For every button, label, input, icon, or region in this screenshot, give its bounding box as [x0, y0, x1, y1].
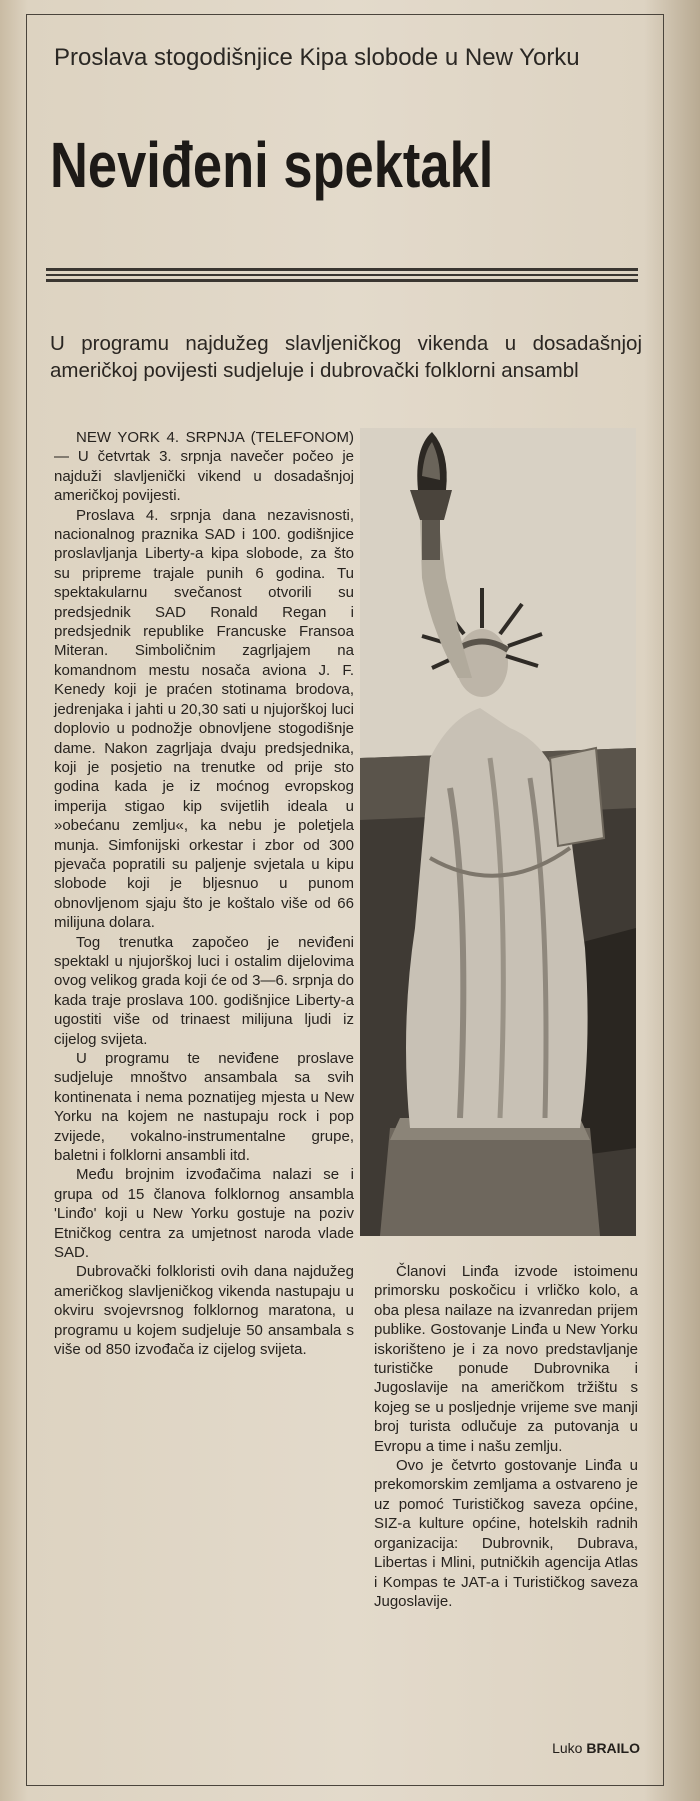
- paragraph: Proslava 4. srpnja dana nezavisnosti, nacionalnog praznika SAD i 100. godišnjice proslavljanja Liberty-a kipa slobode, za što su pripreme trajale punih 6 godina. Tu spektakularnu svečanost otvorili su predsjednik SAD Ronald Regan i predsjednik republike Francuske Fransoa Miteran. Simboličnim zagrljajem na komandnom mestu nosača aviona J. F. Kenedy koji je praćen stotinama brodova, jedrenjaka i jahti u 20,30 sati u njujorškoj luci doplovio u podnožje obnovljene stogodišnje dame. Nakon zagrljaja dvaju predsjednika, koji je posjetio na trenutke od prije sto godina kada je iz moćnog evropskog imperija stigao kip svijetlih ideala u »obećanu zemlju«, ka nebu je poletjela munja. Simfonijski orkestar i zbor od 300 pjevača popratili su paljenje svjetala u kipu slobode koji je bljesnuo u punom obnovljenom sjaju što je koštalo više od 66 milijuna dolara.: [54, 506, 354, 932]
- paragraph: NEW YORK 4. SRPNJA (TELEFONOM) — U četvrtak 3. srpnja navečer počeo je najduži slavljenički vikend u dosadašnjoj američkoj povijesti.: [54, 429, 354, 505]
- article-lede: U programu najdužeg slavljeničkog vikenda u dosadašnjoj američkoj povijesti sudjeluje i dubrovački folklorni ansambl: [50, 332, 642, 382]
- article-kicker: Proslava stogodišnjice Kipa slobode u New Yorku: [54, 44, 580, 71]
- paragraph: Dubrovački folkloristi ovih dana najdužeg američkog slavljeničkog vikenda nastupaju u okviru svojevrsnog folklornog maratona, u programu u kojem sudjeluje 50 ansambala s više od 850 izvođača iz cijelog svijeta.: [54, 1263, 354, 1359]
- left-column: [54, 428, 354, 1360]
- paragraph: Tog trenutka započeo je neviđeni spektakl u njujorškoj luci i ostalim dijelovima ovog velikog grada koji će od 3—6. srpnja do kada traje proslava 100. godišnjice Liberty-a ugostiti više od trinaest milijuna ljudi iz cijelog svijeta.: [54, 933, 354, 1048]
- divider-rule: [46, 268, 638, 271]
- right-column: [374, 1262, 638, 1611]
- paragraph: U programu te neviđene proslave sudjeluje mnoštvo ansambala sa svih kontinenata i nema poznatijeg mjesta u New Yorku na kojem ne nastupaju rock i pop zvijede, vokalno-instrumentalne grupe, baletni i folklorni ansambli itd.: [54, 1050, 354, 1165]
- byline-last-name: BRAILO: [586, 1740, 640, 1756]
- paragraph: Ovo je četvrto gostovanje Linđa u prekomorskim zemljama a ostvareno je uz pomoć Turističkog saveza općine, SIZ-a kulture općine, hotelskih radnih organizacija: Dubrovnik, Dubrava, Libertas i Mlini, putničkih agencija Atlas i Kompas te JAT-a i Turističkog saveza Jugoslavije.: [374, 1457, 638, 1610]
- byline-first-name: Luko: [552, 1740, 583, 1756]
- article-headline: Neviđeni spektakl: [50, 129, 494, 201]
- statue-of-liberty-photo: [360, 428, 636, 1236]
- byline: [500, 1740, 640, 1756]
- paragraph: Članovi Linđa izvode istoimenu primorsku poskočicu i vrličko kolo, a oba plesa nailaze na izvanredan prijem publike. Gostovanje Linđa u New Yorku iskorišteno je i za novo predstavljanje turističke ponude Dubrovnika i Jugoslavije na američkom tržištu s kojeg se u posljednje vrijeme sve manji broj turista odlučuje za putovanja u Evropu a time i našu zemlju.: [374, 1263, 638, 1455]
- divider-rule: [46, 274, 638, 276]
- paragraph: Među brojnim izvođačima nalazi se i grupa od 15 članova folklornog ansambla 'Linđo' koji u New Yorku gostuje na poziv Etničkog centra za umjetnost naroda vlade SAD.: [54, 1166, 354, 1262]
- divider-rule: [46, 279, 638, 282]
